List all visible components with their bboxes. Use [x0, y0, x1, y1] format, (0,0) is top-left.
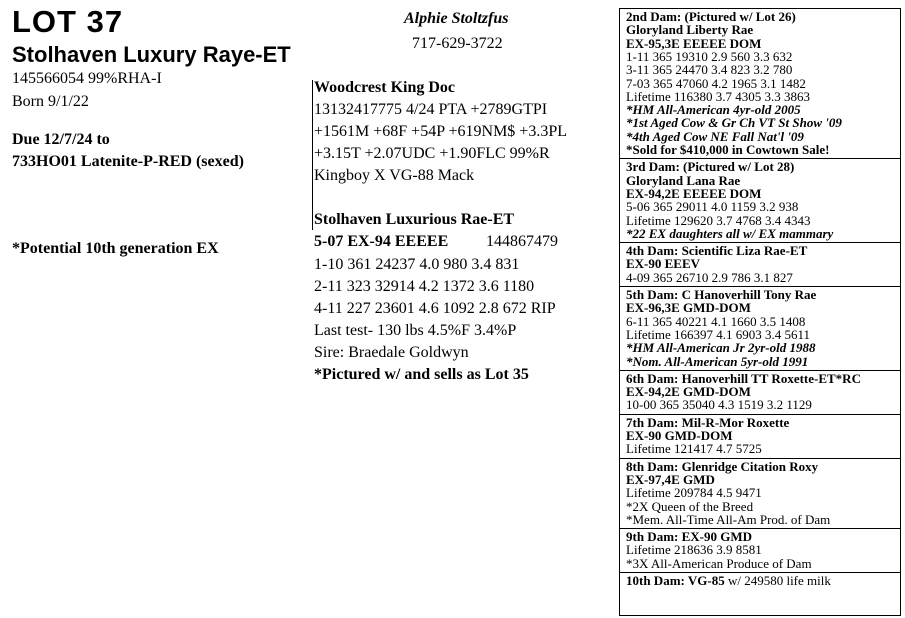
pedigree-line-bold: 3rd Dam: (Pictured w/ Lot 28) — [626, 159, 795, 175]
pedigree-line-bold: Gloryland Liberty Rae — [626, 22, 754, 38]
sire-genomics-3: +3.15T +2.07UDC +1.90FLC 99%R — [314, 145, 550, 162]
pedigree-line: 10-00 365 35040 4.3 1519 3.2 1129 — [626, 397, 812, 413]
pedigree-line: *3X All-American Produce of Dam — [626, 555, 812, 571]
service-sire: 733HO01 Latenite-P-RED (sexed) — [12, 153, 244, 170]
pedigree-line — [626, 257, 700, 271]
pedigree-line-bold: EX-90 EEEV — [626, 256, 701, 272]
pedigree-line: *Mem. All-Time All-Am Prod. of Dam — [626, 511, 831, 527]
consignor-name: Alphie Stoltzfus — [404, 10, 509, 27]
pedigree-honor: *HM All-American 4yr-old 2005 — [626, 102, 801, 118]
pedigree-line-bold: 10th Dam: VG-85 — [626, 573, 725, 588]
sire-pedigree: Kingboy X VG-88 Mack — [314, 167, 475, 184]
dam-record: 1-10 361 24237 4.0 980 3.4 831 — [314, 256, 520, 273]
dam-record: 4-11 227 23601 4.6 1092 2.8 672 RIP — [314, 300, 556, 317]
pedigree-line: 3-11 365 24470 3.4 823 3.2 780 — [626, 62, 793, 78]
pedigree-honor: *HM All-American Jr 2yr-old 1988 — [626, 340, 816, 356]
pedigree-line — [626, 227, 833, 241]
pedigree-line-bold: 6th Dam: Hanoverhill TT Roxette-ET*RC — [626, 370, 861, 386]
pedigree-line: Lifetime 166397 4.1 6903 3.4 5611 — [626, 326, 811, 342]
birth-date: Born 9/1/22 — [12, 93, 89, 110]
pedigree-line: *2X Queen of the Breed — [626, 498, 754, 514]
pedigree-line: Lifetime 218636 3.9 8581 — [626, 542, 762, 558]
pedigree-line: 5-06 365 29011 4.0 1159 3.2 938 — [626, 199, 799, 215]
pedigree-line: 6-11 365 40221 4.1 1660 3.5 1408 — [626, 313, 806, 329]
dam-record: 2-11 323 32914 4.2 1372 3.6 1180 — [314, 278, 535, 295]
pedigree-line: 1-11 365 19310 2.9 560 3.3 632 — [626, 48, 793, 64]
pedigree-honor: *4th Aged Cow NE Fall Nat'l '09 — [626, 128, 804, 144]
pedigree-honor: *22 EX daughters all w/ EX mammary — [626, 225, 834, 241]
pedigree-line-bold: 8th Dam: Glenridge Citation Roxy — [626, 458, 819, 474]
pedigree-line-bold: EX-97,4E GMD — [626, 471, 715, 487]
pedigree-line: Lifetime 129620 3.7 4768 3.4 4343 — [626, 212, 811, 228]
pedigree-line-bold: 5th Dam: C Hanoverhill Tony Rae — [626, 287, 817, 302]
pedigree-line-bold: EX-94,2E EEEEE DOM — [626, 185, 762, 201]
pedigree-line — [626, 143, 829, 157]
pedigree-line-text: w/ 249580 life milk — [724, 573, 831, 588]
lot-number: LOT 37 — [12, 4, 124, 39]
pedigree-line: Lifetime 209784 4.5 9471 — [626, 485, 762, 501]
sire-genomics-2: +1561M +68F +54P +619NM$ +3.3PL — [314, 123, 567, 140]
pedigree-line-bold: 2nd Dam: (Pictured w/ Lot 26) — [626, 9, 796, 24]
pedigree-line: 4-09 365 26710 2.9 786 3.1 827 — [626, 269, 793, 285]
pedigree-line-bold: EX-94,2E GMD-DOM — [626, 384, 751, 400]
pedigree-line — [626, 355, 808, 369]
pedigree-line: Lifetime 121417 4.7 5725 — [626, 441, 762, 457]
dam-pictured-note: *Pictured w/ and sells as Lot 35 — [314, 366, 529, 383]
due-date: Due 12/7/24 to — [12, 131, 110, 148]
pedigree-line-bold: 4th Dam: Scientific Liza Rae-ET — [626, 243, 808, 259]
pedigree-line-bold: 7th Dam: Mil-R-Mor Roxette — [626, 414, 790, 430]
pedigree-line-bold: EX-90 GMD-DOM — [626, 428, 733, 443]
sire-name: Woodcrest King Doc — [314, 79, 456, 96]
dam-registration: 144867479 — [486, 233, 558, 250]
pedigree-line: 7-03 365 47060 4.2 1965 3.1 1482 — [626, 75, 806, 91]
dam-classification: 5-07 EX-94 EEEEE — [314, 233, 449, 250]
pedigree-line — [626, 301, 751, 315]
consignor-phone: 717-629-3722 — [412, 35, 503, 52]
dam-name: Stolhaven Luxurious Rae-ET — [314, 211, 515, 228]
sire-genomics-1: 13132417775 4/24 PTA +2789GTPI — [314, 101, 548, 118]
pedigree-line-bold: EX-96,3E GMD-DOM — [626, 300, 751, 316]
dam-last-test: Last test- 130 lbs 4.5%F 3.4%P — [314, 322, 517, 339]
pedigree-line-bold: Gloryland Lana Rae — [626, 172, 741, 188]
registration-line: 145566054 99%RHA-I — [12, 70, 162, 87]
dam-sire: Sire: Braedale Goldwyn — [314, 344, 469, 361]
pedigree-line-bold: 9th Dam: EX-90 GMD — [626, 529, 753, 545]
pedigree-line-bold: *Sold for $410,000 in Cowtown Sale! — [626, 142, 830, 157]
animal-name: Stolhaven Luxury Raye-ET — [12, 42, 291, 67]
pedigree-line-bold: EX-95,3E EEEEE DOM — [626, 35, 762, 51]
pedigree-honor: *1st Aged Cow & Gr Ch VT St Show '09 — [626, 115, 842, 131]
pedigree-line: Lifetime 116380 3.7 4305 3.3 3863 — [626, 88, 811, 104]
potential-note: *Potential 10th generation EX — [12, 240, 219, 257]
pedigree-line — [626, 574, 831, 588]
pedigree-honor: *Nom. All-American 5yr-old 1991 — [626, 353, 809, 369]
